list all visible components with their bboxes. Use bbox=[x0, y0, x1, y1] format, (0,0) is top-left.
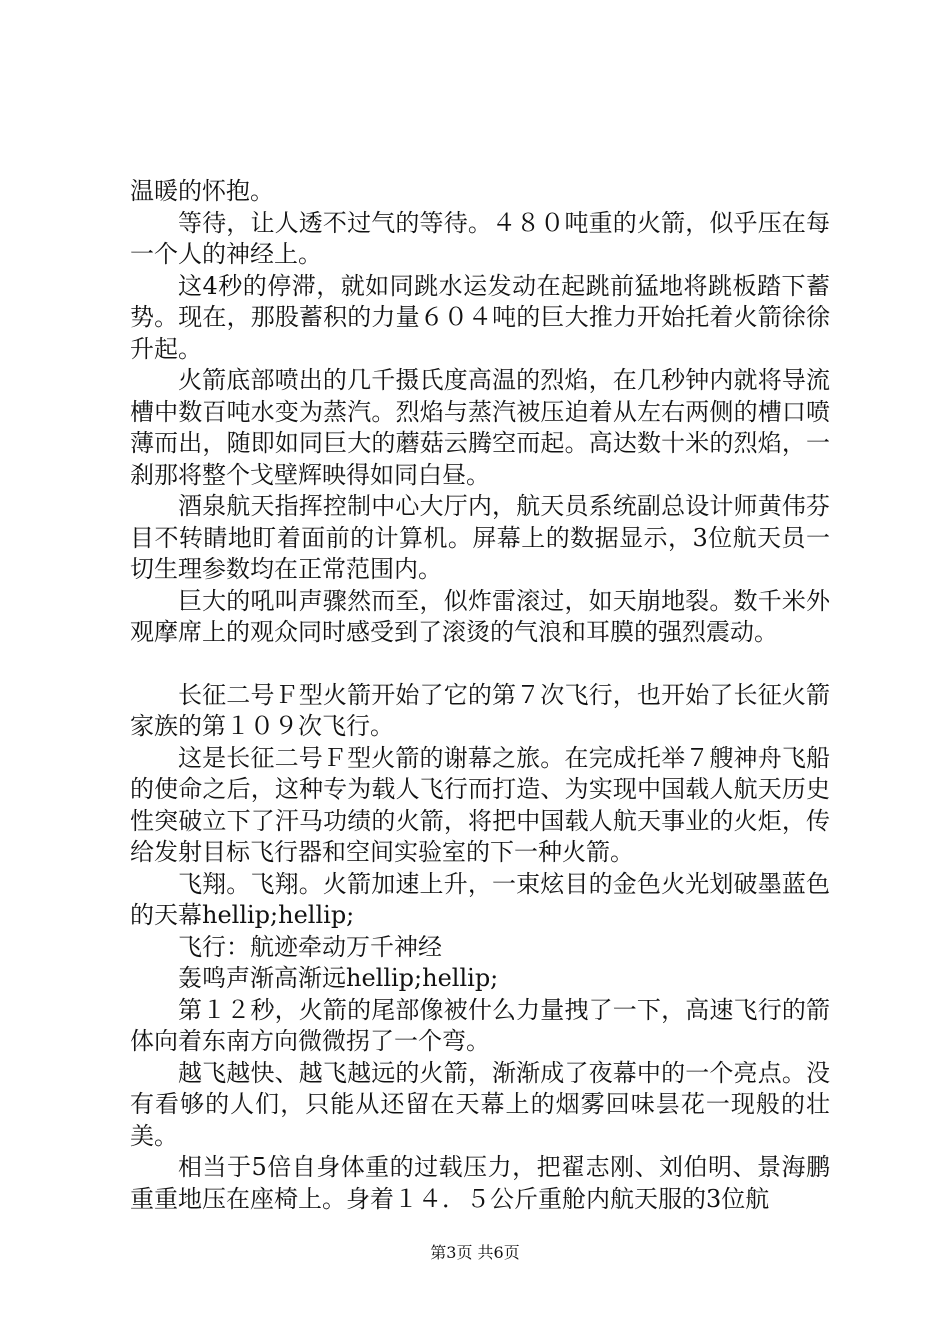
paragraph: 越飞越快、越飞越远的火箭，渐渐成了夜幕中的一个亮点。没有看够的人们，只能从还留在天幕上的烟雾回味昙花一现般的壮美。 bbox=[130, 1058, 830, 1150]
paragraph-continuation: 温暖的怀抱。 bbox=[130, 177, 274, 205]
paragraph: 轰鸣声渐高渐远hellip;hellip; bbox=[178, 964, 499, 992]
paragraph: 长征二号Ｆ型火箭开始了它的第７次飞行，也开始了长征火箭家族的第１０９次飞行。 bbox=[130, 680, 830, 740]
paragraph: 巨大的吼叫声骤然而至，似炸雷滚过，如天崩地裂。数千米外观摩席上的观众同时感受到了滚烫的气浪和耳膜的强烈震动。 bbox=[130, 586, 830, 646]
paragraph: 相当于5倍自身体重的过载压力，把翟志刚、刘伯明、景海鹏重重地压在座椅上。身着１４．５公斤重舱内航天服的3位航 bbox=[130, 1153, 830, 1213]
paragraph: 这4秒的停滞，就如同跳水运发动在起跳前猛地将跳板踏下蓄势。现在，那股蓄积的力量６０４吨的巨大推力开始托着火箭徐徐升起。 bbox=[130, 271, 830, 363]
paragraph: 酒泉航天指挥控制中心大厅内，航天员系统副总设计师黄伟芬目不转睛地盯着面前的计算机。屏幕上的数据显示，3位航天员一切生理参数均在正常范围内。 bbox=[130, 492, 830, 583]
document-body bbox=[130, 176, 830, 1215]
paragraph: 火箭底部喷出的几千摄氏度高温的烈焰，在几秒钟内就将导流槽中数百吨水变为蒸汽。烈焰与蒸汽被压迫着从左右两侧的槽口喷薄而出，随即如同巨大的蘑菇云腾空而起。高达数十米的烈焰，一刹那将整个戈壁辉映得如同白昼。 bbox=[130, 366, 830, 489]
paragraph: 第１２秒，火箭的尾部像被什么力量拽了一下，高速飞行的箭体向着东南方向微微拐了一个弯。 bbox=[130, 995, 830, 1055]
paragraph: 飞翔。飞翔。火箭加速上升，一束炫目的金色火光划破墨蓝色的天幕hellip;hellip; bbox=[130, 869, 830, 929]
section-heading: 飞行：航迹牵动万千神经 bbox=[178, 932, 442, 961]
paragraph: 这是长征二号Ｆ型火箭的谢幕之旅。在完成托举７艘神舟飞船的使命之后，这种专为载人飞行而打造、为实现中国载人航天历史性突破立下了汗马功绩的火箭，将把中国载人航天事业的火炬，传给发射目标飞行器和空间实验室的下一种火箭。 bbox=[130, 743, 830, 866]
paragraph: 等待，让人透不过气的等待。４８０吨重的火箭，似乎压在每一个人的神经上。 bbox=[130, 208, 830, 268]
paragraph-gap bbox=[130, 649, 830, 680]
page-number: 第3页 共6页 bbox=[430, 1243, 520, 1262]
